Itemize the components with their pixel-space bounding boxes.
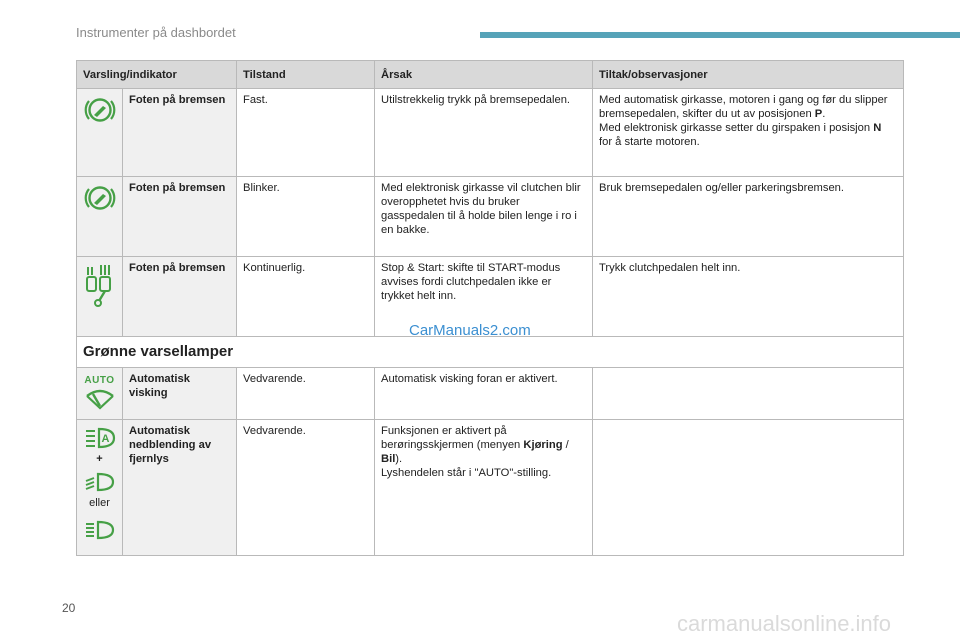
or-label: eller <box>89 497 110 509</box>
column-header: Tiltak/observasjoner <box>593 61 904 89</box>
menu-name: Bil <box>381 453 396 465</box>
action-text: Med automatisk girkasse, motoren i gang og før du slipper bremsepedalen, skifter du ut av posisjonen <box>599 94 888 120</box>
cause-text: / <box>562 439 569 451</box>
action-text: . <box>822 108 826 120</box>
action-cell: Trykk clutchpedalen helt inn. <box>593 257 904 337</box>
indicator-name: Foten på bremsen <box>123 257 237 337</box>
table-header-row <box>77 61 904 89</box>
action-text: Med elektronisk girkasse setter du girspaken i posisjon <box>599 122 874 134</box>
icon-cell <box>77 420 123 556</box>
cause-cell <box>375 420 593 556</box>
cause-text: Lyshendelen står i "AUTO"-stilling. <box>381 467 552 479</box>
indicator-table <box>76 60 904 556</box>
column-header: Tilstand <box>237 61 375 89</box>
cause-cell: Stop & Start: skifte til START-modus avvises fordi clutchpedalen ikke er trykket helt inn. <box>375 257 593 337</box>
page-number: 20 <box>62 601 76 615</box>
action-text: for å starte motoren. <box>599 136 700 148</box>
action-cell <box>593 368 904 420</box>
auto-headlight-icon <box>84 426 116 450</box>
watermark: CarManuals2.com <box>409 322 531 339</box>
plus-sign: + <box>96 453 103 465</box>
action-cell <box>593 420 904 556</box>
table-row <box>77 89 904 177</box>
state-cell: Vedvarende. <box>237 420 375 556</box>
action-cell <box>593 89 904 177</box>
high-beam-icon <box>84 520 116 540</box>
action-cell: Bruk bremsepedalen og/eller parkeringsbremsen. <box>593 177 904 257</box>
icon-cell <box>77 177 123 257</box>
section-row <box>77 337 904 368</box>
section-title: Grønne varsellamper <box>77 337 904 368</box>
state-cell: Blinker. <box>237 177 375 257</box>
gear-position: P <box>814 108 823 120</box>
footer-brand: carmanualsonline.info <box>677 611 892 636</box>
icon-cell <box>77 257 123 337</box>
indicator-name: Foten på bremsen <box>123 89 237 177</box>
auto-label: AUTO <box>84 375 115 386</box>
icon-cell <box>77 368 123 420</box>
gear-position: N <box>873 122 882 134</box>
state-cell: Kontinuerlig. <box>237 257 375 337</box>
header-accent-bar <box>480 32 960 38</box>
svg-text:A: A <box>101 433 109 445</box>
indicator-name: Automatisk visking <box>123 368 237 420</box>
cause-cell: Utilstrekkelig trykk på bremsepedalen. <box>375 89 593 177</box>
low-beam-icon <box>84 472 116 492</box>
auto-wiper-icon <box>85 388 115 410</box>
table-row <box>77 420 904 556</box>
indicator-name: Automatisk nedblending av fjernlys <box>123 420 237 556</box>
column-header: Varsling/indikator <box>77 61 237 89</box>
foot-brake-icon <box>83 183 117 213</box>
cause-cell: Automatisk visking foran er aktivert. <box>375 368 593 420</box>
indicator-name: Foten på bremsen <box>123 177 237 257</box>
page-header-title: Instrumenter på dashbordet <box>76 25 236 40</box>
table-row <box>77 368 904 420</box>
foot-brake-icon <box>83 95 117 125</box>
column-header: Årsak <box>375 61 593 89</box>
cause-text: Funksjonen er aktivert på berøringsskjermen (menyen <box>381 425 524 451</box>
cause-text: ). <box>395 453 403 465</box>
clutch-pedal-icon <box>85 263 115 307</box>
icon-cell <box>77 89 123 177</box>
state-cell: Vedvarende. <box>237 368 375 420</box>
state-cell: Fast. <box>237 89 375 177</box>
table-row <box>77 177 904 257</box>
menu-name: Kjøring <box>523 439 563 451</box>
cause-cell: Med elektronisk girkasse vil clutchen blir overopphetet hvis du bruker gasspedalen til å holde bilen lenge i ro i en bakke. <box>375 177 593 257</box>
